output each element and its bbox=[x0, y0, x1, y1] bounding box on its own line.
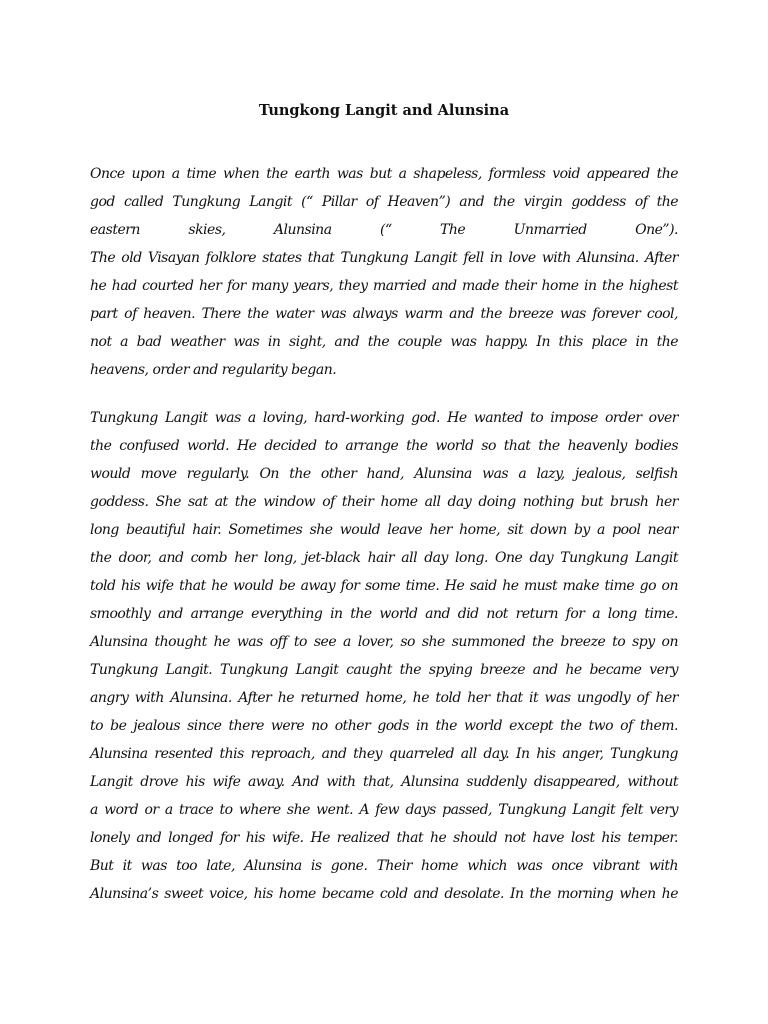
text-line: Tungkung Langit was a loving, hard-working god. He wanted to impose order over bbox=[90, 410, 678, 426]
text-line: Alunsina resented this reproach, and they quarreled all day. In his anger, Tungkung bbox=[90, 746, 678, 762]
text-line: Langit drove his wife away. And with that, Alunsina suddenly disappeared, without bbox=[90, 774, 678, 790]
document-title: Tungkong Langit and Alunsina bbox=[258, 102, 510, 119]
text-line: he had courted her for many years, they married and made their home in the highest bbox=[90, 278, 678, 294]
text-line: heavens, order and regularity began. bbox=[90, 362, 337, 378]
text-line: angry with Alunsina. After he returned home, he told her that it was ungodly of her bbox=[90, 690, 678, 706]
text-line: to be jealous since there were no other gods in the world except the two of them. bbox=[90, 718, 678, 734]
text-line: lonely and longed for his wife. He realized that he should not have lost his temper. bbox=[90, 830, 678, 846]
text-line: told his wife that he would be away for some time. He said he must make time go on bbox=[90, 578, 678, 594]
text-line: But it was too late, Alunsina is gone. Their home which was once vibrant with bbox=[90, 858, 678, 874]
paragraph-2 bbox=[90, 404, 678, 908]
text-line: Alunsina’s sweet voice, his home became cold and desolate. In the morning when he bbox=[90, 886, 678, 902]
text-line: the door, and comb her long, jet-black hair all day long. One day Tungkung Langit bbox=[90, 550, 678, 566]
text-line: eastern skies, Alunsina (“ The Unmarried One”). bbox=[90, 222, 678, 238]
text-line: Tungkung Langit. Tungkung Langit caught the spying breeze and he became very bbox=[90, 662, 678, 678]
text-line: The old Visayan folklore states that Tungkung Langit fell in love with Alunsina. After bbox=[90, 250, 678, 266]
text-line: a word or a trace to where she went. A few days passed, Tungkung Langit felt very bbox=[90, 802, 678, 818]
text-line: not a bad weather was in sight, and the couple was happy. In this place in the bbox=[90, 334, 678, 350]
document-page bbox=[90, 100, 678, 908]
text-line: part of heaven. There the water was always warm and the breeze was forever cool, bbox=[90, 306, 678, 322]
text-line: smoothly and arrange everything in the world and did not return for a long time. bbox=[90, 606, 678, 622]
text-line: goddess. She sat at the window of their home all day doing nothing but brush her bbox=[90, 494, 678, 510]
text-line: long beautiful hair. Sometimes she would leave her home, sit down by a pool near bbox=[90, 522, 678, 538]
paragraph-1 bbox=[90, 160, 678, 384]
text-line: god called Tungkung Langit (“ Pillar of Heaven”) and the virgin goddess of the bbox=[90, 194, 678, 210]
text-line: Alunsina thought he was off to see a lover, so she summoned the breeze to spy on bbox=[90, 634, 678, 650]
text-line: Once upon a time when the earth was but a shapeless, formless void appeared the bbox=[90, 166, 678, 182]
text-line: would move regularly. On the other hand, Alunsina was a lazy, jealous, selfish bbox=[90, 466, 678, 482]
text-line: the confused world. He decided to arrange the world so that the heavenly bodies bbox=[90, 438, 678, 454]
